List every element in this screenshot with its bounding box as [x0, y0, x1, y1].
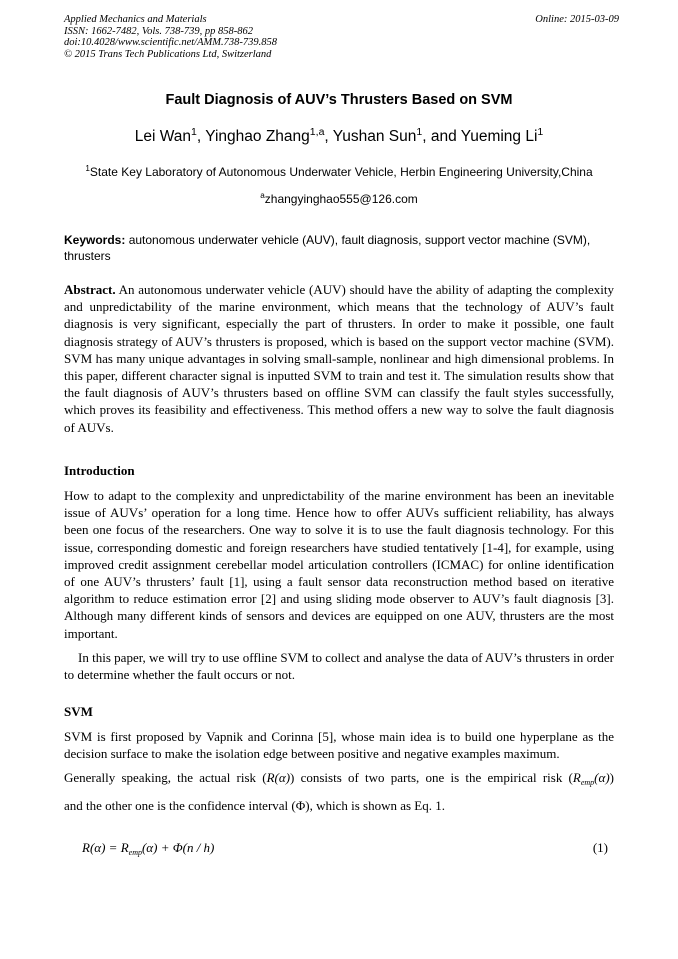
author-email [0, 192, 678, 206]
keywords [64, 232, 614, 264]
abstract-text: An autonomous underwater vehicle (AUV) should have the ability of adapting the complexity and unpredictability of the marine environment, which means that the technology of AUV’s fault diagnosis is very significant, especially the part of thrusters. In order to make it possible, one fault diagnosis strategy of AUV’s thrusters is proposed, which is based on the support vector machine (SVM). SVM has many unique advantages in solving small-sample, nonlinear and high dimensional problems. In this paper, different character signal is inputted SVM to train and test it. The simulation results show that the fault diagnosis of AUV’s thrusters based on offline SVM can classify the fault styles successfully, which proves its feasibility and effectiveness. This method offers a new way to solve the fault diagnosis of AUVs. [64, 282, 614, 435]
author-affiliation-mark: 1 [191, 125, 197, 138]
doi-line: doi:10.4028/www.scientific.net/AMM.738-739.858 [64, 37, 277, 48]
author-name: , Yushan Sun [324, 128, 417, 145]
author-affiliation-mark: 1 [416, 125, 423, 138]
paper-title: Fault Diagnosis of AUV’s Thrusters Based on SVM [165, 92, 513, 108]
math-symbol-r: R [266, 770, 275, 785]
math-symbol-phi: Φ [295, 798, 306, 813]
author-name: , Yinghao Zhang [196, 128, 310, 145]
author-affiliation-mark: 1,a [309, 125, 325, 138]
author-list [0, 125, 678, 146]
math-symbol-alpha: (α) [594, 770, 610, 785]
affiliation [0, 165, 678, 179]
journal-name: Applied Mechanics and Materials [64, 14, 207, 25]
copyright-line: © 2015 Trans Tech Publications Ltd, Switzerland [64, 48, 272, 60]
keywords-text: autonomous underwater vehicle (AUV), fault diagnosis, support vector machine (SVM), thrusters [64, 233, 591, 263]
affiliation-mark: 1 [85, 164, 90, 173]
abstract-label: Abstract. [64, 282, 116, 297]
text-run: and the other one is the confidence interval ( [64, 798, 296, 813]
equation-subscript: emp [128, 848, 142, 857]
math-subscript-emp: emp [580, 778, 595, 787]
svm-paragraph-1: SVM is first proposed by Vapnik and Corinna [5], whose main idea is to build one hyperplane as the decision surface to make the isolation edge between positive and negative examples maximum. [64, 729, 614, 762]
svm-confidence-sentence [64, 798, 445, 814]
author-affiliation-mark: 1 [537, 125, 544, 138]
equation-number: (1) [592, 840, 608, 855]
online-date: Online: 2015-03-09 [535, 14, 619, 25]
equation-lhs: R(α) = R [82, 840, 129, 855]
author-name: Lei Wan [134, 128, 192, 145]
affiliation-text: State Key Laboratory of Autonomous Underwater Vehicle, Herbin Engineering University,China [89, 165, 593, 179]
email-address[interactable]: zhangyinghao555@126.com [264, 192, 418, 206]
email-mark: a [260, 191, 265, 200]
introduction-paragraph-1: How to adapt to the complexity and unpredictability of the marine environment has been an inevitable issue of AUVs’ operation for a long time. Hence how to offer AUVs sufficient reliability, has always been one focus of the researchers. One way to solve it is to use the fault diagnosis technology. For this issue, corresponding domestic and foreign researchers have studied tentatively [1-4], for example, using improved credit assignment cerebellar model articulation controllers (ICMAC) for online identification of one AUV’s thrusters’ fault [1], using a fault sensor data reconstruction method based on iterative algorithm to reduce estimation error [2] and using sliding mode observer to AUV’s fault diagnosis [3]. Although many different kinds of sensors and devices are equipped on one AUV, thrusters are the most important. [64, 488, 614, 641]
text-run: ) [609, 770, 614, 785]
math-symbol-r: R [572, 770, 581, 785]
author-name: , and Yueming Li [422, 128, 538, 145]
issn-line: ISSN: 1662-7482, Vols. 738-739, pp 858-862 [64, 25, 253, 37]
introduction-heading: Introduction [64, 463, 135, 478]
text-run: Generally speaking, the actual risk ( [64, 770, 267, 785]
keywords-label: Keywords: [64, 233, 126, 247]
svm-risk-sentence [64, 770, 614, 787]
introduction-paragraph-2: In this paper, we will try to use offline SVM to collect and analyse the data of AUV’s thrusters in order to determine whether the fault occurs or not. [64, 650, 614, 683]
abstract [64, 281, 614, 436]
equation-rhs: (α) + Φ(n / h) [141, 840, 215, 855]
journal-header [64, 14, 619, 60]
math-symbol-alpha: (α) [274, 770, 291, 785]
svm-heading: SVM [64, 704, 93, 719]
equation-1 [82, 840, 214, 857]
text-run: ) consists of two parts, one is the empirical risk ( [290, 770, 573, 785]
text-run: ), which is shown as Eq. 1. [305, 798, 446, 813]
